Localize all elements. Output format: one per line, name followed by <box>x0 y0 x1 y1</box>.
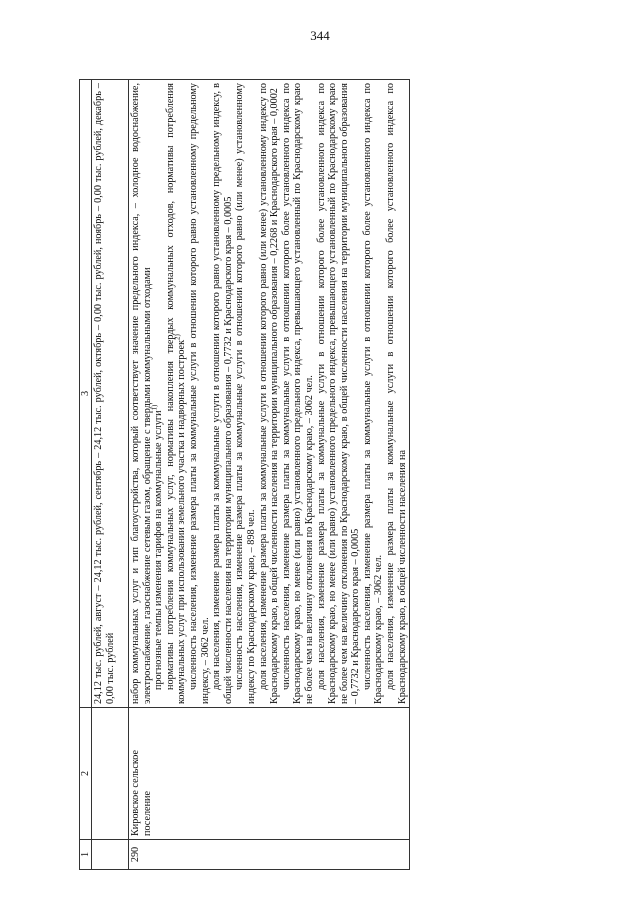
indicator-text: численность населения, изменение размера платы за коммунальные услуги в отношении которого более установленного индекса по Краснодарскому краю, но менее (или равно) установленного предельного индекса, превышающего установленный по Краснодарскому краю не более чем на величину отклонения по Краснодарскому краю, – 3062 чел. <box>280 83 315 704</box>
indicators-cell <box>129 80 410 708</box>
indicator-text: численность населения, изменение размера платы за коммунальные услуги в отношении которого равно установленному предельному индексу, – 3062 чел. <box>187 83 211 704</box>
header-col-3: 3 <box>80 80 92 708</box>
indicator-text: доля населения, изменение размера платы за коммунальные услуги в отношении которого равно установленному предельному индексу, в общей численности населения на территории муниципального образования – 0,7732 и Краснодарского края – 0,0005 <box>211 83 234 704</box>
rotated-table-area <box>79 80 599 870</box>
indicator-text: набор коммунальных услуг и тип благоустройства, который соответствует значение предельного индекса, – холодное водоснабжение, электроснабжение, газоснабжение сетевым газом, обращение с твердыми коммунальными отходами <box>130 83 153 704</box>
rotated-table-container <box>79 80 599 870</box>
settlement-name: Кировское сельское поселение <box>129 708 410 840</box>
footnote-mark: 1) <box>150 404 159 411</box>
indicator-text: численность населения, изменение размера платы за коммунальные услуги в отношении которого равно (или менее) установленному индексу по Краснодарскому краю, – 898 чел. <box>234 83 257 704</box>
header-col-1: 1 <box>80 840 92 870</box>
header-col-2: 2 <box>80 708 92 840</box>
table-header-row <box>80 80 92 870</box>
indicator-text: нормативы потребления коммунальных услуг, нормативы накопления твердых коммунальных отходов, нормативы потребления коммунальных услуг при использовании земельного участка и надворных построек <box>164 83 188 704</box>
table-row-continuation <box>92 80 129 870</box>
continuation-text: 24,12 тыс. рублей, август – 24,12 тыс. рублей, сентябрь – 24,12 тыс. рублей, октябрь – 0,00 тыс. рублей, ноябрь – 0,00 тыс. рублей, декабрь – 0,00 тыс. рублей <box>92 80 129 708</box>
page-number: 344 <box>310 28 330 43</box>
indicator-text: доля населения, изменение размера платы за коммунальные услуги в отношении которого более установленного индекса по Краснодарскому краю, в общей численности населения на <box>385 83 408 704</box>
data-table <box>79 79 410 870</box>
indicator-text: доля населения, изменение размера платы за коммунальные услуги в отношении которого более установленного индекса по Краснодарскому краю, но менее (или равно) установленного предельного индекса, превышающего установленный по Краснодарскому краю не более чем на величину отклонения по Краснодарскому краю, в общей численности населения на территории муниципального образования – 0,7732 и Краснодарского края – 0,0005 <box>315 83 362 704</box>
indicator-text: доля населения, изменение размера платы за коммунальные услуги в отношении которого равно (или менее) установленному индексу по Краснодарскому краю, в общей численности населения на территории муниципального образования – 0,2268 и Краснодарского края – 0,0002 <box>257 83 281 704</box>
indicator-text: прогнозные темпы изменения тарифов на коммунальные услуги <box>153 410 165 690</box>
row-number: 290 <box>129 840 410 870</box>
table-row <box>129 80 410 870</box>
footnote-mark: 2) <box>173 334 182 340</box>
indicator-text: численность населения, изменение размера платы за коммунальные услуги в отношении которого более установленного индекса по Краснодарскому краю, – 3062 чел. <box>361 83 385 704</box>
